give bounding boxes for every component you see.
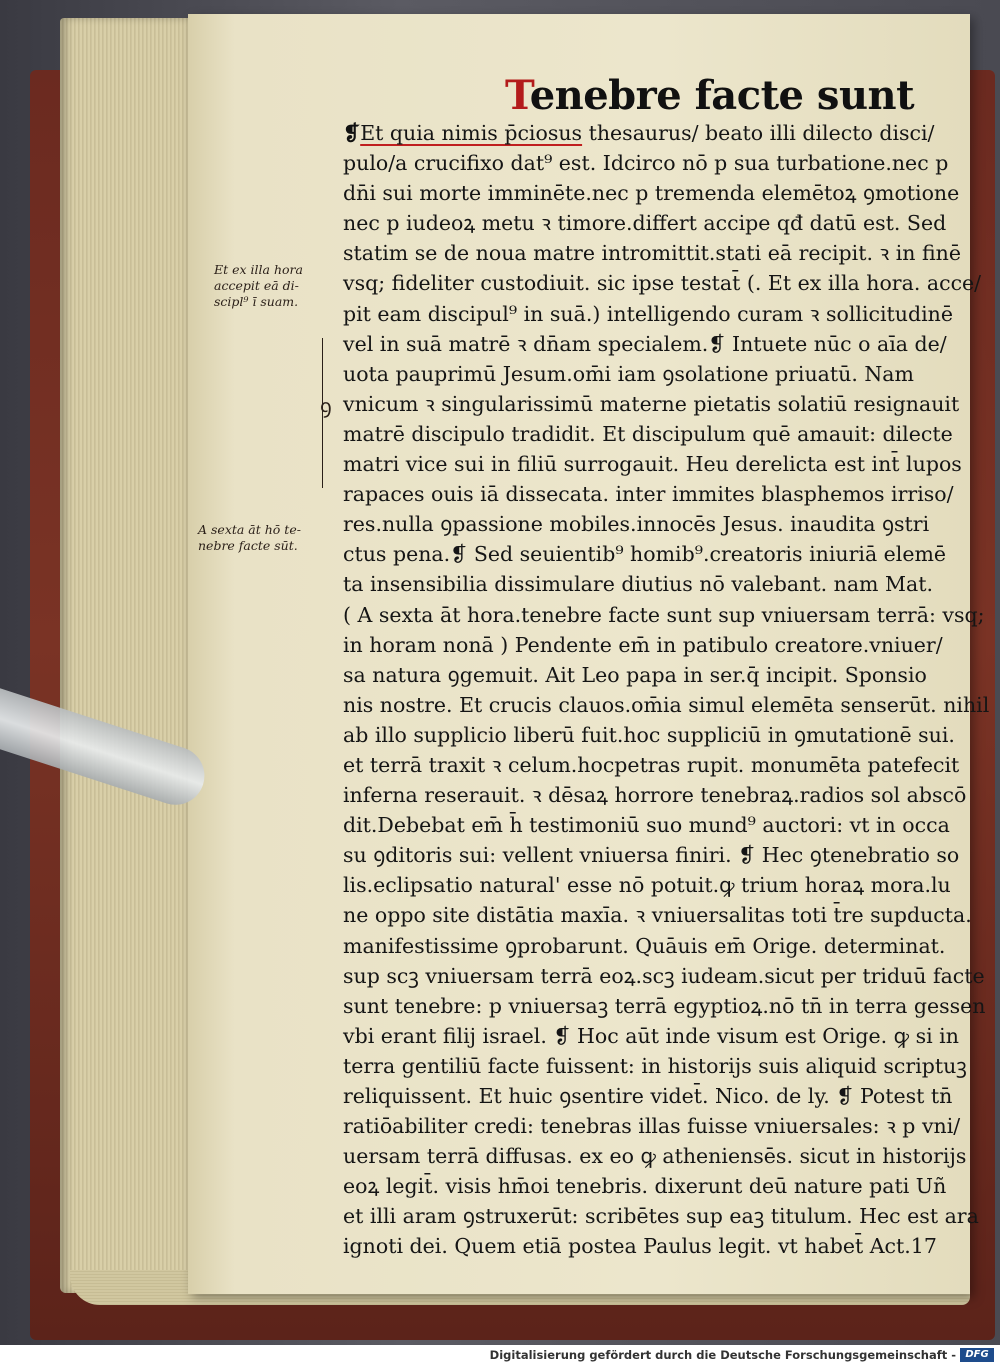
text-line bbox=[343, 1231, 937, 1261]
text-line bbox=[343, 208, 947, 238]
text-line bbox=[343, 449, 962, 479]
line-text: vnicum ꝛ singularissimū materne pietatis solatiū resignauit bbox=[343, 391, 960, 416]
line-text: vbi erant filij israel. ❡ Hoc aūt inde visum est Orige. ꝙ si in bbox=[343, 1023, 959, 1048]
line-text: sup scꝫ vniuersam terrā eoꝝ.scꝫ iudeam.sicut per triduū facte bbox=[343, 963, 985, 988]
line-text: inferna reserauit. ꝛ dēsaꝝ horrore tenebraꝝ.radios sol abscō bbox=[343, 783, 967, 808]
line-text: lis.eclipsatio natural' esse nō potuit.ꝙ trium horaꝝ mora.lu bbox=[343, 873, 951, 898]
dfg-logo: DFG bbox=[960, 1348, 994, 1362]
text-line bbox=[343, 1141, 967, 1171]
text-line bbox=[343, 600, 985, 630]
line-text: nec p iudeoꝝ metu ꝛ timore.differt accipe qđ datū est. Sed bbox=[343, 211, 947, 236]
margin-note-line: nebre facte sūt. bbox=[198, 538, 298, 553]
line-text: manifestissime ꝯprobarunt. Quāuis em̄ Orige. determinat. bbox=[343, 933, 946, 958]
text-line bbox=[343, 569, 933, 599]
text-line bbox=[343, 148, 949, 178]
text-line bbox=[343, 750, 960, 780]
text-line bbox=[343, 509, 930, 539]
footer-bar bbox=[0, 1345, 1000, 1366]
line-text: res.nulla ꝯpassione mobiles.innocēs Jesus. inaudita ꝯstri bbox=[343, 512, 930, 537]
line-text: terra gentiliū facte fuissent: in historijs suis aliquid scriptuꝫ bbox=[343, 1053, 967, 1078]
line-text: uota pauprimū Jesum.om̄i iam ꝯsolatione priuatū. Nam bbox=[343, 361, 914, 386]
paragraph-mark: ❡ bbox=[343, 121, 361, 145]
text-line bbox=[343, 389, 960, 419]
text-line bbox=[343, 870, 951, 900]
page-edges bbox=[60, 18, 200, 1293]
line-text: reliquissent. Et huic ꝯsentire videt̄. Nico. de ly. ❡ Potest tn̄ bbox=[343, 1084, 953, 1108]
text-line bbox=[343, 1081, 953, 1111]
text-line bbox=[343, 780, 967, 810]
line-text: ( A sexta āt hora.tenebre facte sunt sup vniuersam terrā: vsq; bbox=[343, 602, 985, 627]
line-text: vsq; fideliter custodiuit. sic ipse testat̄ (. Et ex illa hora. acce/ bbox=[343, 271, 982, 296]
text-line bbox=[343, 539, 947, 569]
text-line bbox=[343, 359, 913, 389]
line-text: ignoti dei. Quem etiā postea Paulus legit. vt habet̄ Act.17 bbox=[343, 1234, 937, 1259]
line-text: uersam terrā diffusas. ex eo ꝙ atheniensēs. sicut in historijs bbox=[343, 1144, 967, 1169]
margin-note-2 bbox=[198, 522, 301, 554]
line-text: statim se de noua matre intromittit.stati eā recipit. ꝛ in finē bbox=[343, 241, 962, 266]
text-line bbox=[343, 1021, 959, 1051]
line-text: eoꝝ legit̄. visis hm̄oi tenebris. dixerunt deū nature pati Uñ bbox=[343, 1174, 947, 1199]
line-text: vel in suā matrē ꝛ dn̄am specialem.❡ Intuete nūc o aīa de/ bbox=[343, 331, 947, 356]
line-text: matri vice sui in filiū surrogauit. Heu derelicta est int̄ lupos bbox=[343, 452, 962, 477]
text-line bbox=[343, 268, 982, 298]
text-line bbox=[343, 479, 954, 509]
margin-note-line: scipl⁹ ī suam. bbox=[214, 294, 299, 309]
text-line bbox=[343, 630, 943, 660]
line-text: dn̄i sui morte imminēte.nec p tremenda elemētoꝝ ꝯmotione bbox=[343, 181, 960, 206]
line-text: in horam nonā ) Pendente em̄ in patibulo creatore.vniuer/ bbox=[343, 632, 943, 657]
line-text: ratiōabiliter credi: tenebras illas fuisse vniuersales: ꝛ p vni/ bbox=[343, 1114, 961, 1139]
line-text: pit eam discipul⁹ in suā.) intelligendo curam ꝛ sollicitudinē bbox=[343, 301, 954, 326]
title-text: enebre facte sunt bbox=[529, 72, 915, 119]
line-text: ab illo supplicio liberū fuit.hoc suppliciū in ꝯmutationē sui. bbox=[343, 722, 955, 747]
bracket-mark: ꝯ bbox=[320, 394, 332, 418]
text-line bbox=[343, 329, 947, 359]
line-text: et terrā traxit ꝛ celum.hocpetras rupit. monumēta patefecit bbox=[343, 752, 960, 777]
line-text: su ꝯditoris sui: vellent vniuersa finiri. ❡ Hec ꝯtenebratio so bbox=[343, 843, 960, 868]
line-text: rapaces ouis iā dissecata. inter immites blasphemos irriso/ bbox=[343, 482, 954, 507]
line-text: nis nostre. Et crucis clauos.om̄ia simul elemēta senserūt. nihil bbox=[343, 692, 990, 717]
footer-credit: Digitalisierung gefördert durch die Deutsche Forschungsgemeinschaft - bbox=[489, 1348, 956, 1362]
text-line bbox=[343, 238, 962, 268]
line-text: ne oppo site distātia maxīa. ꝛ vniuersalitas toti t̄re supducta. bbox=[343, 903, 972, 928]
body-text bbox=[343, 118, 990, 1262]
text-line bbox=[343, 660, 927, 690]
line-text: ctus pena.❡ Sed seuientib⁹ homib⁹.creatoris iniuriā elemē bbox=[343, 542, 947, 567]
text-line bbox=[343, 1201, 979, 1231]
text-line bbox=[343, 1111, 961, 1141]
title-initial: T bbox=[505, 72, 530, 119]
line-text: sunt tenebre: p vniuersaꝫ terrā egyptioꝝ.nō tn̄ in terra gessen bbox=[343, 993, 986, 1018]
line-text: et illi aram ꝯstruxerūt: scribētes sup eaꝫ titulum. Hec est ara bbox=[343, 1204, 979, 1229]
margin-note-1 bbox=[214, 262, 303, 310]
running-title bbox=[505, 72, 915, 119]
margin-note-line: Et ex illa hora bbox=[214, 262, 303, 277]
text-line bbox=[343, 720, 955, 750]
line-text: ta insensibilia dissimulare diutius nō valebant. nam Mat. bbox=[343, 572, 933, 597]
text-line bbox=[343, 1051, 967, 1081]
line-text: dit.Debebat em̄ h̄ testimoniū suo mund⁹ auctori: vt in occa bbox=[343, 813, 950, 838]
rubric-phrase: Et quia nimis p̄ciosus bbox=[360, 121, 583, 145]
text-line bbox=[343, 961, 985, 991]
text-line bbox=[343, 178, 960, 208]
line-text: sa natura ꝯgemuit. Ait Leo papa in ser.q̄ incipit. Sponsio bbox=[343, 662, 927, 687]
text-line bbox=[343, 991, 986, 1021]
margin-note-line: accepit eā di- bbox=[214, 278, 299, 293]
text-line bbox=[343, 810, 950, 840]
text-line bbox=[343, 419, 953, 449]
text-line bbox=[343, 931, 946, 961]
text-line bbox=[343, 690, 990, 720]
line-text: pulo/a crucifixo dat⁹ est. Idcirco nō p sua turbatione.nec p bbox=[343, 151, 949, 176]
text-line bbox=[343, 118, 935, 148]
line-text: matrē discipulo tradidit. Et discipulum quē amauit: dilecte bbox=[343, 421, 953, 446]
text-line bbox=[343, 900, 972, 930]
margin-note-line: A sexta āt hō te- bbox=[198, 522, 301, 537]
text-line bbox=[343, 299, 954, 329]
line-text: thesaurus/ beato illi dilecto disci/ bbox=[582, 121, 935, 145]
text-line bbox=[343, 1171, 947, 1201]
text-line bbox=[343, 840, 960, 870]
